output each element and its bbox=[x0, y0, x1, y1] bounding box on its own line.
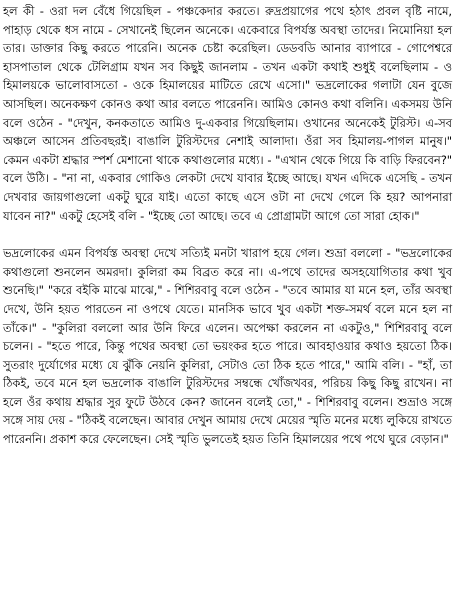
paragraph: ভদ্রলোকের এমন বিপর্যস্ত অবস্থা দেখে সত্যিই মনটা খারাপ হয়ে গেল। শুভ্রা বললো - "ভদ্রলোকের কথাগুলো শুনলেন অমরদা। কুলিরা কম বিব্রত করে না। এ-পথে তাদের অসহযোগিতার কথা খুব শুনেছি।" "করে বইকি মাঝে মাঝে," - শিশিরবাবু বলে ওঠেন - "তবে আমার যা মনে হল, তাঁর অবস্থা দেখে, উনি হয়ত পারতেন না ওপথে যেতে। মানসিক ভাবে খুব একটা শক্ত-সমর্থ বলে মনে হল না তাঁকে।" - "কুলিরা বললো আর উনি ফিরে এলেন। অপেক্ষা করলেন না একটুও," শিশিরবাবু বলে চলেন। - "হতে পারে, কিন্তু পথের অবস্থা তো ভয়ংকর হতে পারে। আবহাওয়ার কথাও হয়তো ঠিক। সুতরাং দুর্যোগের মধ্যে যে ঝুঁকি নেয়নি কুলিরা, সেটাও তো ঠিক হতে পারে," আমি বলি। - "হাঁ, তা ঠিকই, তবে মনে হল ভদ্রলোক বাঙালি টুরিস্টদের সম্বন্ধে খোঁজখবর, পরিচয় কিছু কিছু রাখেন। না হলে ওঁর কথায় শ্রদ্ধার সুর ফুটে উঠবে কেন? জানেন বলেই তো," - শিশিরবাবু বলেন। শুভ্রাও সঙ্গে সঙ্গে সায় দেয় - "ঠিকই বলেছেন। আবার দেখুন আমায় দেখে মেয়ের স্মৃতি মনের মধ্যে লুকিয়ে রাখতে পারেননি। প্রকাশ করে ফেলেছেন। সেই স্মৃতি ভুলতেই হয়ত তিনি হিমালয়ের পথে পথে ঘুরে বেড়ান।" bbox=[3, 246, 452, 447]
paragraph: হল কী - ওরা দল বেঁধে গিয়েছিল - পঞ্চকেদার করতে। রুদ্রপ্রয়াগের পথে হঠাৎ প্রবল বৃষ্টি নামে, পাহাড় থেকে ধস নামে - সেখানেই ছিলেন অনেকে। একেবারে বিপর্যস্ত অবস্থা তাদের। নিমোনিয়া হল তার। ডাক্তার কিছু করতে পারেনি। অনেক চেষ্টা করেছিল। ডেডবডি আনার ব্যাপারে - গোপেশ্বরে হাসপাতাল থেকে টেলিগ্রাম যখন সব কিছুই জানলাম - তখন একটা কথাই শুধুই বলেছিলাম - ও হিমালয়কে ভালোবাসতো - ওকে হিমালয়ের মাটিতে রেখে এসো।" ভদ্রলোকের গলাটা যেন বুজে আসছিল। অনেকক্ষণ কোনও কথা আর বলতে পারেননি। আমিও কোনও কথা বলিনি। একসময় উনি বলে ওঠেন - "দেখুন, কনকতাতে আমিও দু-একবার গিয়েছিলাম। ওখানের অনেকেই টুরিস্ট। এ-সব অঞ্চলে আসেন প্রতিবছরই। বাঙালি টুরিস্টদের নেশাই আলাদা। ওঁরা সব হিমালয়-পাগল মানুষ।" কেমন একটা শ্রদ্ধার স্পর্শ মেশানো থাকে কথাগুলোর মধ্যে। - "এখান থেকে গিয়ে কি বাড়ি ফিরবেন?" বলে উঠি। - "না না, একবার গোকিও লেকটা দেখে যাবার ইচ্ছে আছে। যখন এদিকে এসেছি - তখন দেখবার জায়গাগুলো একটু ঘুরে যাই। এতো কাছে এসে ওটা না দেখে গেলে কি হয়? আপনারা যাবেন না?" একটু হেসেই বলি - "ইচ্ছে তো আছে। তবে এ প্রোগ্রামটা আগে তো সারা হোক।" bbox=[3, 4, 452, 223]
